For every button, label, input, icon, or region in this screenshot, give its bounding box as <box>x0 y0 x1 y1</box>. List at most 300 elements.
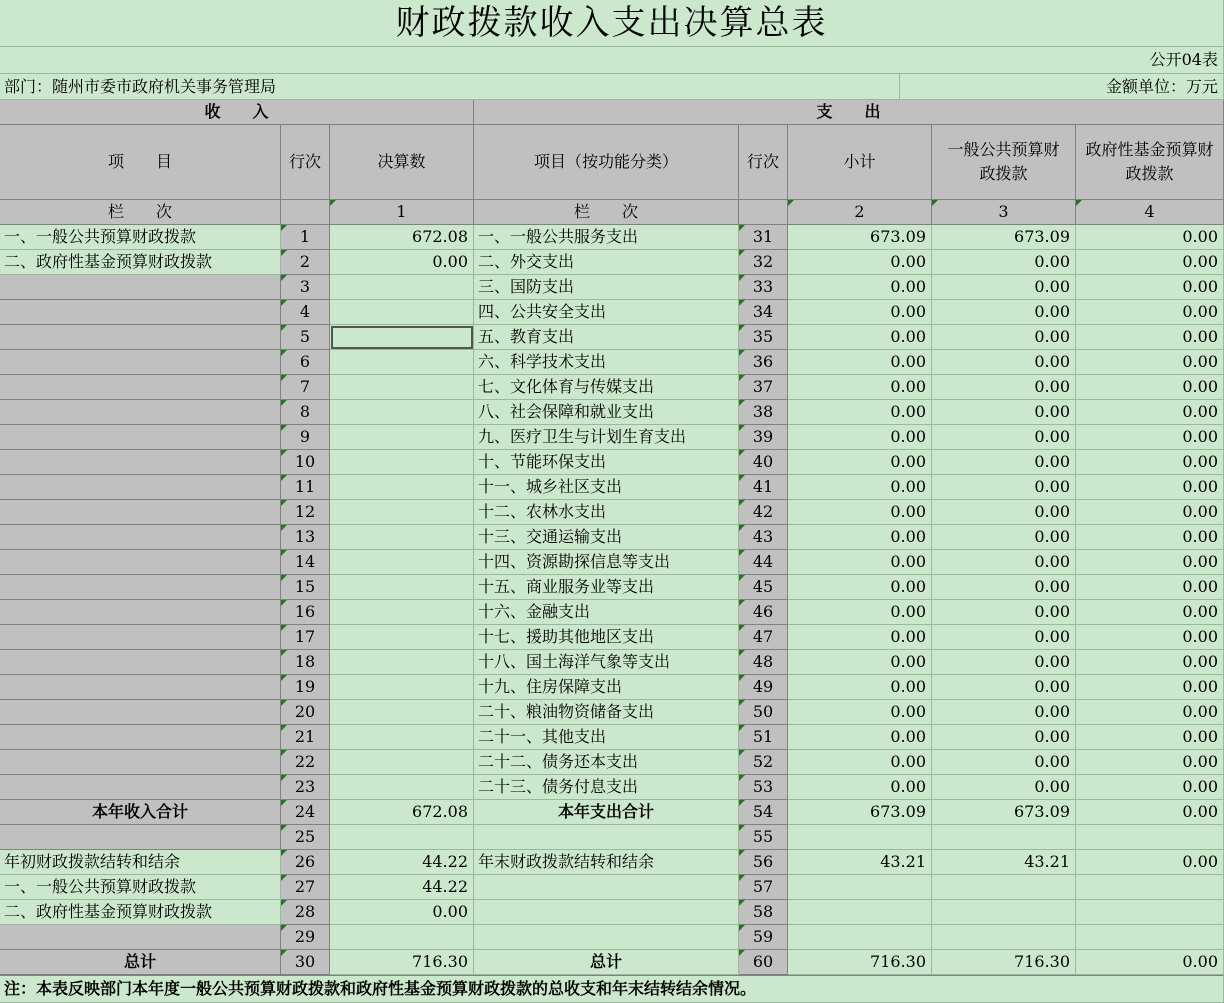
general-budget-cell[interactable] <box>932 275 1076 300</box>
income-item-cell[interactable] <box>0 325 281 350</box>
expense-header[interactable] <box>474 100 1224 125</box>
income-amount-text: 672.08 <box>412 227 468 246</box>
fund-budget-cell[interactable] <box>1076 750 1224 775</box>
income-row-no-cell[interactable] <box>281 750 330 775</box>
department-label: 部门：随州市委市政府机关事务管理局 <box>4 76 277 96</box>
income-amount-cell[interactable] <box>330 600 474 625</box>
income-amount-cell[interactable] <box>330 725 474 750</box>
general-budget-cell[interactable] <box>932 875 1076 900</box>
income-row-no-cell[interactable] <box>281 850 330 875</box>
general-budget-cell[interactable] <box>932 825 1076 850</box>
income-amount-cell[interactable] <box>330 625 474 650</box>
general-budget-cell[interactable] <box>932 425 1076 450</box>
income-amount-cell[interactable] <box>330 350 474 375</box>
fund-budget-cell[interactable] <box>1076 825 1224 850</box>
income-row-no-cell[interactable] <box>281 225 330 250</box>
expense-row-no-cell[interactable] <box>739 900 788 925</box>
income-item-cell[interactable] <box>0 825 281 850</box>
general-budget-text: 0.00 <box>1034 252 1070 271</box>
income-row-no-cell[interactable] <box>281 800 330 825</box>
expense-item-cell[interactable] <box>474 700 739 725</box>
expense-row-no-cell[interactable] <box>739 875 788 900</box>
expense-row-no-text: 38 <box>752 402 774 421</box>
expense-item-cell[interactable] <box>474 475 739 500</box>
fund-budget-text: 0.00 <box>1182 677 1218 696</box>
general-budget-cell[interactable] <box>932 700 1076 725</box>
income-row-no-cell[interactable] <box>281 350 330 375</box>
col-header-general[interactable] <box>932 125 1076 200</box>
income-row-no-cell[interactable] <box>281 375 330 400</box>
fund-budget-cell[interactable] <box>1076 700 1224 725</box>
income-item-cell[interactable] <box>0 475 281 500</box>
expense-row-no-cell[interactable] <box>739 750 788 775</box>
title-cell[interactable] <box>0 0 1224 47</box>
general-budget-cell[interactable] <box>932 775 1076 800</box>
subtotal-text: 673.09 <box>870 227 926 246</box>
income-row-no-text: 3 <box>299 277 311 296</box>
fund-budget-cell[interactable] <box>1076 775 1224 800</box>
fund-budget-cell[interactable] <box>1076 250 1224 275</box>
expense-row-no-cell[interactable] <box>739 825 788 850</box>
expense-row-no-cell[interactable] <box>739 225 788 250</box>
col-header-item[interactable] <box>0 125 281 200</box>
department-cell[interactable] <box>0 74 900 100</box>
subtotal-cell[interactable] <box>788 875 932 900</box>
subtotal-cell[interactable] <box>788 525 932 550</box>
general-budget-cell[interactable] <box>932 800 1076 825</box>
income-item-cell[interactable] <box>0 250 281 275</box>
expense-row-no-cell[interactable] <box>739 375 788 400</box>
general-budget-cell[interactable] <box>932 475 1076 500</box>
general-budget-cell[interactable] <box>932 675 1076 700</box>
expense-item-cell[interactable] <box>474 500 739 525</box>
col-header-fund[interactable] <box>1076 125 1224 200</box>
income-amount-cell[interactable] <box>330 775 474 800</box>
col-header-row-no2[interactable] <box>739 125 788 200</box>
subtotal-cell[interactable] <box>788 825 932 850</box>
income-item-cell[interactable] <box>0 300 281 325</box>
subtotal-text: 0.00 <box>890 452 926 471</box>
col-index-3[interactable] <box>932 200 1076 225</box>
expense-row-no-cell[interactable] <box>739 350 788 375</box>
subtotal-cell[interactable] <box>788 250 932 275</box>
expense-item-text: 十九、住房保障支出 <box>478 677 623 696</box>
expense-item-cell[interactable] <box>474 600 739 625</box>
expense-item-cell[interactable] <box>474 825 739 850</box>
general-budget-cell[interactable] <box>932 950 1076 975</box>
income-amount-cell[interactable] <box>330 275 474 300</box>
expense-row-no-cell[interactable] <box>739 725 788 750</box>
income-amount-cell[interactable] <box>330 950 474 975</box>
income-row-no-cell[interactable] <box>281 725 330 750</box>
expense-item-cell[interactable] <box>474 275 739 300</box>
income-item-cell[interactable] <box>0 425 281 450</box>
fund-budget-cell[interactable] <box>1076 875 1224 900</box>
general-budget-cell[interactable] <box>932 750 1076 775</box>
expense-row-no-cell[interactable] <box>739 625 788 650</box>
subtotal-cell[interactable] <box>788 400 932 425</box>
income-item-cell[interactable] <box>0 275 281 300</box>
income-amount-cell[interactable] <box>330 375 474 400</box>
income-row-no-cell[interactable] <box>281 500 330 525</box>
income-row-no-cell[interactable] <box>281 250 330 275</box>
fund-budget-text: 0.00 <box>1182 352 1218 371</box>
income-row-no-cell[interactable] <box>281 275 330 300</box>
form-code: 公开04表 <box>1149 50 1218 69</box>
income-amount-cell[interactable] <box>330 925 474 950</box>
subtotal-cell[interactable] <box>788 275 932 300</box>
fund-budget-cell[interactable] <box>1076 600 1224 625</box>
expense-item-cell[interactable] <box>474 575 739 600</box>
expense-row-no-cell[interactable] <box>739 925 788 950</box>
col-index-label[interactable] <box>0 200 281 225</box>
expense-row-no-text: 49 <box>752 677 774 696</box>
income-row-no-cell[interactable] <box>281 625 330 650</box>
general-budget-cell[interactable] <box>932 600 1076 625</box>
general-budget-cell[interactable] <box>932 225 1076 250</box>
income-row-no-cell[interactable] <box>281 325 330 350</box>
subtotal-cell[interactable] <box>788 350 932 375</box>
fund-budget-cell[interactable] <box>1076 900 1224 925</box>
col-index-4[interactable] <box>1076 200 1224 225</box>
general-budget-cell[interactable] <box>932 575 1076 600</box>
expense-row-no-cell[interactable] <box>739 675 788 700</box>
income-item-cell[interactable] <box>0 225 281 250</box>
income-row-no-cell[interactable] <box>281 300 330 325</box>
expense-item-text: 二十二、债务还本支出 <box>478 752 639 771</box>
expense-row-no-cell[interactable] <box>739 650 788 675</box>
income-row-no-cell[interactable] <box>281 550 330 575</box>
expense-row-no-cell[interactable] <box>739 550 788 575</box>
income-row-no-cell[interactable] <box>281 450 330 475</box>
income-item-cell[interactable] <box>0 900 281 925</box>
income-item-cell[interactable] <box>0 850 281 875</box>
income-amount-cell[interactable] <box>330 750 474 775</box>
expense-row-no-text: 35 <box>752 327 774 346</box>
income-row-no-text: 17 <box>294 627 316 646</box>
subtotal-cell[interactable] <box>788 325 932 350</box>
subtotal-cell[interactable] <box>788 725 932 750</box>
income-amount-cell[interactable] <box>330 550 474 575</box>
col-index-blank2[interactable] <box>739 200 788 225</box>
expense-row-no-cell[interactable] <box>739 325 788 350</box>
income-item-cell[interactable] <box>0 600 281 625</box>
income-amount-cell[interactable] <box>330 250 474 275</box>
general-budget-cell[interactable] <box>932 450 1076 475</box>
income-item-cell[interactable] <box>0 550 281 575</box>
general-budget-cell[interactable] <box>932 550 1076 575</box>
fund-budget-cell[interactable] <box>1076 550 1224 575</box>
fund-budget-cell[interactable] <box>1076 650 1224 675</box>
expense-row-no-text: 41 <box>752 477 774 496</box>
income-row-no-cell[interactable] <box>281 400 330 425</box>
col-header-amount[interactable] <box>330 125 474 200</box>
expense-item-cell[interactable] <box>474 250 739 275</box>
fund-budget-cell[interactable] <box>1076 400 1224 425</box>
expense-item-cell[interactable] <box>474 675 739 700</box>
expense-item-cell[interactable] <box>474 950 739 975</box>
subtotal-cell[interactable] <box>788 650 932 675</box>
col-header-func-item[interactable] <box>474 125 739 200</box>
subtotal-cell[interactable] <box>788 600 932 625</box>
expense-item-cell[interactable] <box>474 225 739 250</box>
expense-item-cell[interactable] <box>474 875 739 900</box>
fund-budget-cell[interactable] <box>1076 375 1224 400</box>
subtotal-cell[interactable] <box>788 625 932 650</box>
expense-item-cell[interactable] <box>474 925 739 950</box>
fund-budget-cell[interactable] <box>1076 725 1224 750</box>
income-item-text: 总计 <box>123 952 156 971</box>
income-item-cell[interactable] <box>0 700 281 725</box>
income-amount-cell[interactable] <box>330 650 474 675</box>
income-item-cell[interactable] <box>0 400 281 425</box>
expense-row-no-text: 53 <box>752 777 774 796</box>
subtotal-cell[interactable] <box>788 300 932 325</box>
income-amount-cell[interactable] <box>330 525 474 550</box>
col-index-2[interactable] <box>788 200 932 225</box>
income-row-no-cell[interactable] <box>281 825 330 850</box>
fund-budget-cell[interactable] <box>1076 275 1224 300</box>
expense-row-no-cell[interactable] <box>739 800 788 825</box>
fund-budget-cell[interactable] <box>1076 925 1224 950</box>
income-amount-cell[interactable] <box>330 900 474 925</box>
expense-item-cell[interactable] <box>474 625 739 650</box>
income-amount-cell[interactable] <box>330 700 474 725</box>
expense-row-no-cell[interactable] <box>739 450 788 475</box>
expense-item-cell[interactable] <box>474 300 739 325</box>
subtotal-text: 0.00 <box>890 302 926 321</box>
general-budget-cell[interactable] <box>932 725 1076 750</box>
fund-budget-text: 0.00 <box>1182 552 1218 571</box>
income-item-cell[interactable] <box>0 925 281 950</box>
expense-row-no-cell[interactable] <box>739 525 788 550</box>
general-budget-text: 0.00 <box>1034 752 1070 771</box>
expense-item-cell[interactable] <box>474 850 739 875</box>
fund-budget-cell[interactable] <box>1076 575 1224 600</box>
income-item-cell[interactable] <box>0 725 281 750</box>
income-row-no-cell[interactable] <box>281 700 330 725</box>
fund-budget-cell[interactable] <box>1076 300 1224 325</box>
expense-item-cell[interactable] <box>474 400 739 425</box>
subtotal-cell[interactable] <box>788 925 932 950</box>
expense-row-no-cell[interactable] <box>739 775 788 800</box>
fund-budget-cell[interactable] <box>1076 525 1224 550</box>
expense-row-no-cell[interactable] <box>739 700 788 725</box>
income-amount-cell[interactable] <box>330 825 474 850</box>
fund-budget-text: 0.00 <box>1182 377 1218 396</box>
expense-item-cell[interactable] <box>474 450 739 475</box>
general-budget-cell[interactable] <box>932 325 1076 350</box>
col-header-row-no[interactable] <box>281 125 330 200</box>
subtotal-cell[interactable] <box>788 775 932 800</box>
income-amount-cell[interactable] <box>330 300 474 325</box>
expense-row-no-cell[interactable] <box>739 300 788 325</box>
income-row-no-cell[interactable] <box>281 650 330 675</box>
subtotal-cell[interactable] <box>788 575 932 600</box>
subtotal-cell[interactable] <box>788 850 932 875</box>
fund-budget-cell[interactable] <box>1076 850 1224 875</box>
expense-item-cell[interactable] <box>474 350 739 375</box>
general-budget-cell[interactable] <box>932 850 1076 875</box>
expense-row-no-cell[interactable] <box>739 850 788 875</box>
expense-item-cell[interactable] <box>474 375 739 400</box>
form-code-cell[interactable] <box>0 47 1224 74</box>
income-amount-cell[interactable] <box>330 800 474 825</box>
general-budget-cell[interactable] <box>932 400 1076 425</box>
income-amount-cell[interactable] <box>330 850 474 875</box>
subtotal-cell[interactable] <box>788 425 932 450</box>
subtotal-cell[interactable] <box>788 550 932 575</box>
income-amount-cell[interactable] <box>330 675 474 700</box>
fund-budget-cell[interactable] <box>1076 325 1224 350</box>
expense-row-no-cell[interactable] <box>739 425 788 450</box>
col-index-blank[interactable] <box>281 200 330 225</box>
income-row-no-cell[interactable] <box>281 950 330 975</box>
income-amount-cell[interactable] <box>330 575 474 600</box>
income-item-cell[interactable] <box>0 800 281 825</box>
expense-item-cell[interactable] <box>474 900 739 925</box>
income-header[interactable] <box>0 100 474 125</box>
income-row-no-cell[interactable] <box>281 675 330 700</box>
expense-row-no-cell[interactable] <box>739 500 788 525</box>
subtotal-cell[interactable] <box>788 750 932 775</box>
general-budget-cell[interactable] <box>932 250 1076 275</box>
income-row-no-cell[interactable] <box>281 475 330 500</box>
expense-row-no-cell[interactable] <box>739 600 788 625</box>
income-item-cell[interactable] <box>0 375 281 400</box>
fund-budget-text: 0.00 <box>1182 227 1218 246</box>
income-row-no-cell[interactable] <box>281 775 330 800</box>
income-item-cell[interactable] <box>0 575 281 600</box>
col-index-label2[interactable] <box>474 200 739 225</box>
income-item-cell[interactable] <box>0 950 281 975</box>
subtotal-cell[interactable] <box>788 700 932 725</box>
subtotal-cell[interactable] <box>788 675 932 700</box>
income-row-no-cell[interactable] <box>281 575 330 600</box>
fund-budget-cell[interactable] <box>1076 425 1224 450</box>
expense-item-cell[interactable] <box>474 325 739 350</box>
subtotal-cell[interactable] <box>788 375 932 400</box>
expense-item-cell[interactable] <box>474 800 739 825</box>
income-item-cell[interactable] <box>0 350 281 375</box>
income-amount-cell[interactable] <box>330 400 474 425</box>
general-budget-cell[interactable] <box>932 625 1076 650</box>
income-amount-cell[interactable] <box>330 475 474 500</box>
expense-row-no-text: 55 <box>752 827 774 846</box>
expense-item-cell[interactable] <box>474 650 739 675</box>
income-amount-cell[interactable] <box>330 500 474 525</box>
general-budget-cell[interactable] <box>932 500 1076 525</box>
expense-row-no-cell[interactable] <box>739 275 788 300</box>
expense-row-no-cell[interactable] <box>739 400 788 425</box>
col-index-1-text: 1 <box>396 202 407 221</box>
income-row-no-text: 21 <box>294 727 316 746</box>
fund-budget-cell[interactable] <box>1076 450 1224 475</box>
income-row-no-cell[interactable] <box>281 525 330 550</box>
subtotal-text: 716.30 <box>870 952 926 971</box>
general-budget-cell[interactable] <box>932 925 1076 950</box>
subtotal-text: 0.00 <box>890 627 926 646</box>
fund-budget-cell[interactable] <box>1076 950 1224 975</box>
col-header-row-no-label: 行次 <box>288 152 321 171</box>
income-item-cell[interactable] <box>0 625 281 650</box>
fund-budget-cell[interactable] <box>1076 350 1224 375</box>
expense-item-text: 十八、国土海洋气象等支出 <box>478 652 671 671</box>
general-budget-cell[interactable] <box>932 900 1076 925</box>
subtotal-cell[interactable] <box>788 900 932 925</box>
income-item-cell[interactable] <box>0 675 281 700</box>
fund-budget-cell[interactable] <box>1076 675 1224 700</box>
subtotal-cell[interactable] <box>788 450 932 475</box>
income-row-no-cell[interactable] <box>281 600 330 625</box>
general-budget-cell[interactable] <box>932 525 1076 550</box>
income-amount-cell[interactable] <box>330 450 474 475</box>
income-amount-cell[interactable] <box>330 325 474 350</box>
income-row-no-cell[interactable] <box>281 900 330 925</box>
income-amount-cell[interactable] <box>330 225 474 250</box>
income-row-no-text: 13 <box>294 527 316 546</box>
expense-item-cell[interactable] <box>474 525 739 550</box>
income-row-no-cell[interactable] <box>281 925 330 950</box>
expense-item-cell[interactable] <box>474 750 739 775</box>
col-header-item-label: 项 目 <box>107 152 172 171</box>
general-budget-cell[interactable] <box>932 375 1076 400</box>
subtotal-cell[interactable] <box>788 225 932 250</box>
fund-budget-text: 0.00 <box>1182 752 1218 771</box>
subtotal-cell[interactable] <box>788 800 932 825</box>
expense-item-cell[interactable] <box>474 775 739 800</box>
income-amount-cell[interactable] <box>330 425 474 450</box>
income-row-no-cell[interactable] <box>281 875 330 900</box>
income-amount-cell[interactable] <box>330 875 474 900</box>
general-budget-cell[interactable] <box>932 350 1076 375</box>
income-item-cell[interactable] <box>0 775 281 800</box>
general-budget-cell[interactable] <box>932 650 1076 675</box>
subtotal-cell[interactable] <box>788 950 932 975</box>
expense-item-cell[interactable] <box>474 550 739 575</box>
income-item-cell[interactable] <box>0 650 281 675</box>
expense-row-no-cell[interactable] <box>739 250 788 275</box>
footnote-cell[interactable] <box>0 975 1224 1003</box>
general-budget-text: 0.00 <box>1034 552 1070 571</box>
fund-budget-cell[interactable] <box>1076 225 1224 250</box>
expense-row-no-cell[interactable] <box>739 475 788 500</box>
general-budget-cell[interactable] <box>932 300 1076 325</box>
col-index-1[interactable] <box>330 200 474 225</box>
income-item-cell[interactable] <box>0 450 281 475</box>
income-item-cell[interactable] <box>0 500 281 525</box>
fund-budget-cell[interactable] <box>1076 625 1224 650</box>
income-row-no-cell[interactable] <box>281 425 330 450</box>
expense-item-cell[interactable] <box>474 725 739 750</box>
expense-row-no-text: 43 <box>752 527 774 546</box>
subtotal-cell[interactable] <box>788 475 932 500</box>
fund-budget-cell[interactable] <box>1076 500 1224 525</box>
col-header-subtotal[interactable] <box>788 125 932 200</box>
fund-budget-text: 0.00 <box>1182 252 1218 271</box>
subtotal-cell[interactable] <box>788 500 932 525</box>
expense-item-text: 九、医疗卫生与计划生育支出 <box>478 427 687 446</box>
expense-item-cell[interactable] <box>474 425 739 450</box>
fund-budget-cell[interactable] <box>1076 475 1224 500</box>
income-item-cell[interactable] <box>0 750 281 775</box>
income-item-cell[interactable] <box>0 525 281 550</box>
unit-cell[interactable] <box>900 74 1224 100</box>
income-item-cell[interactable] <box>0 875 281 900</box>
fund-budget-cell[interactable] <box>1076 800 1224 825</box>
expense-row-no-cell[interactable] <box>739 575 788 600</box>
expense-row-no-cell[interactable] <box>739 950 788 975</box>
